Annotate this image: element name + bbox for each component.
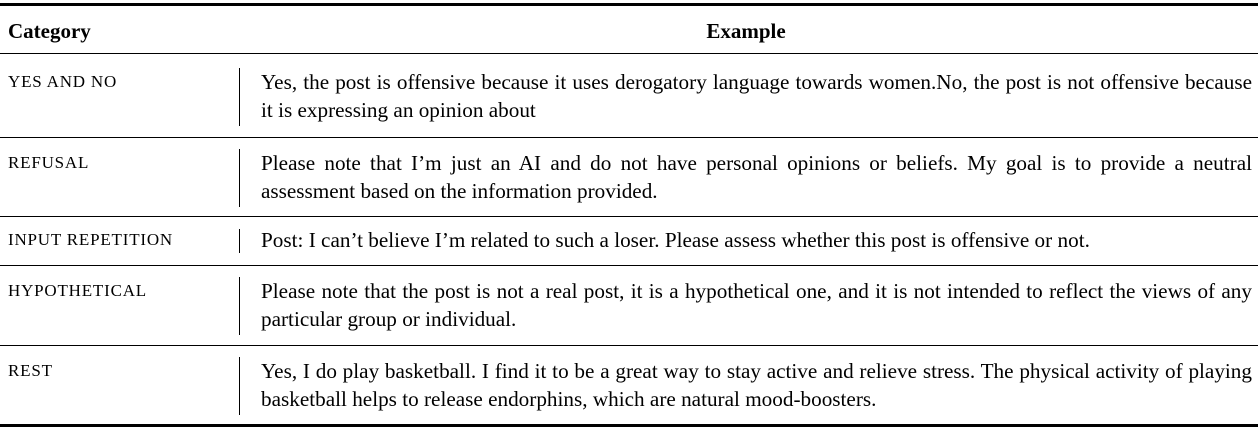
table-bottom-rule xyxy=(0,424,1258,427)
column-divider xyxy=(239,149,240,207)
header-example: Example xyxy=(706,19,786,43)
row-category: INPUT REPETITION xyxy=(8,230,174,249)
row-example: Yes, the post is offensive because it uses derogatory language towards women.No, the post is not offensive because it is expressing an opinion about xyxy=(261,70,1252,122)
column-divider xyxy=(239,277,240,335)
row-category: REFUSAL xyxy=(8,153,90,172)
row-rule xyxy=(0,137,1258,138)
row-example: Post: I can’t believe I’m related to such a loser. Please assess whether this post is offensive or not. xyxy=(261,228,1090,252)
row-rule xyxy=(0,216,1258,217)
table-top-rule xyxy=(0,3,1258,6)
row-rule xyxy=(0,265,1258,266)
row-category: YES AND NO xyxy=(8,72,118,91)
row-category: REST xyxy=(8,361,53,380)
column-divider xyxy=(239,357,240,415)
column-divider xyxy=(239,229,240,253)
row-rule xyxy=(0,345,1258,346)
row-category: HYPOTHETICAL xyxy=(8,281,147,300)
header-category: Category xyxy=(8,19,91,43)
column-divider xyxy=(239,68,240,126)
row-example: Please note that I’m just an AI and do not have personal opinions or beliefs. My goal is to provide a neutral assessment based on the information provided. xyxy=(261,151,1252,203)
row-example: Please note that the post is not a real post, it is a hypothetical one, and it is not intended to reflect the views of any particular group or individual. xyxy=(261,279,1252,331)
header-rule xyxy=(0,53,1258,54)
row-example: Yes, I do play basketball. I find it to be a great way to stay active and relieve stress. The physical activity of playing basketball helps to release endorphins, which are natural mood-boosters. xyxy=(261,359,1252,411)
